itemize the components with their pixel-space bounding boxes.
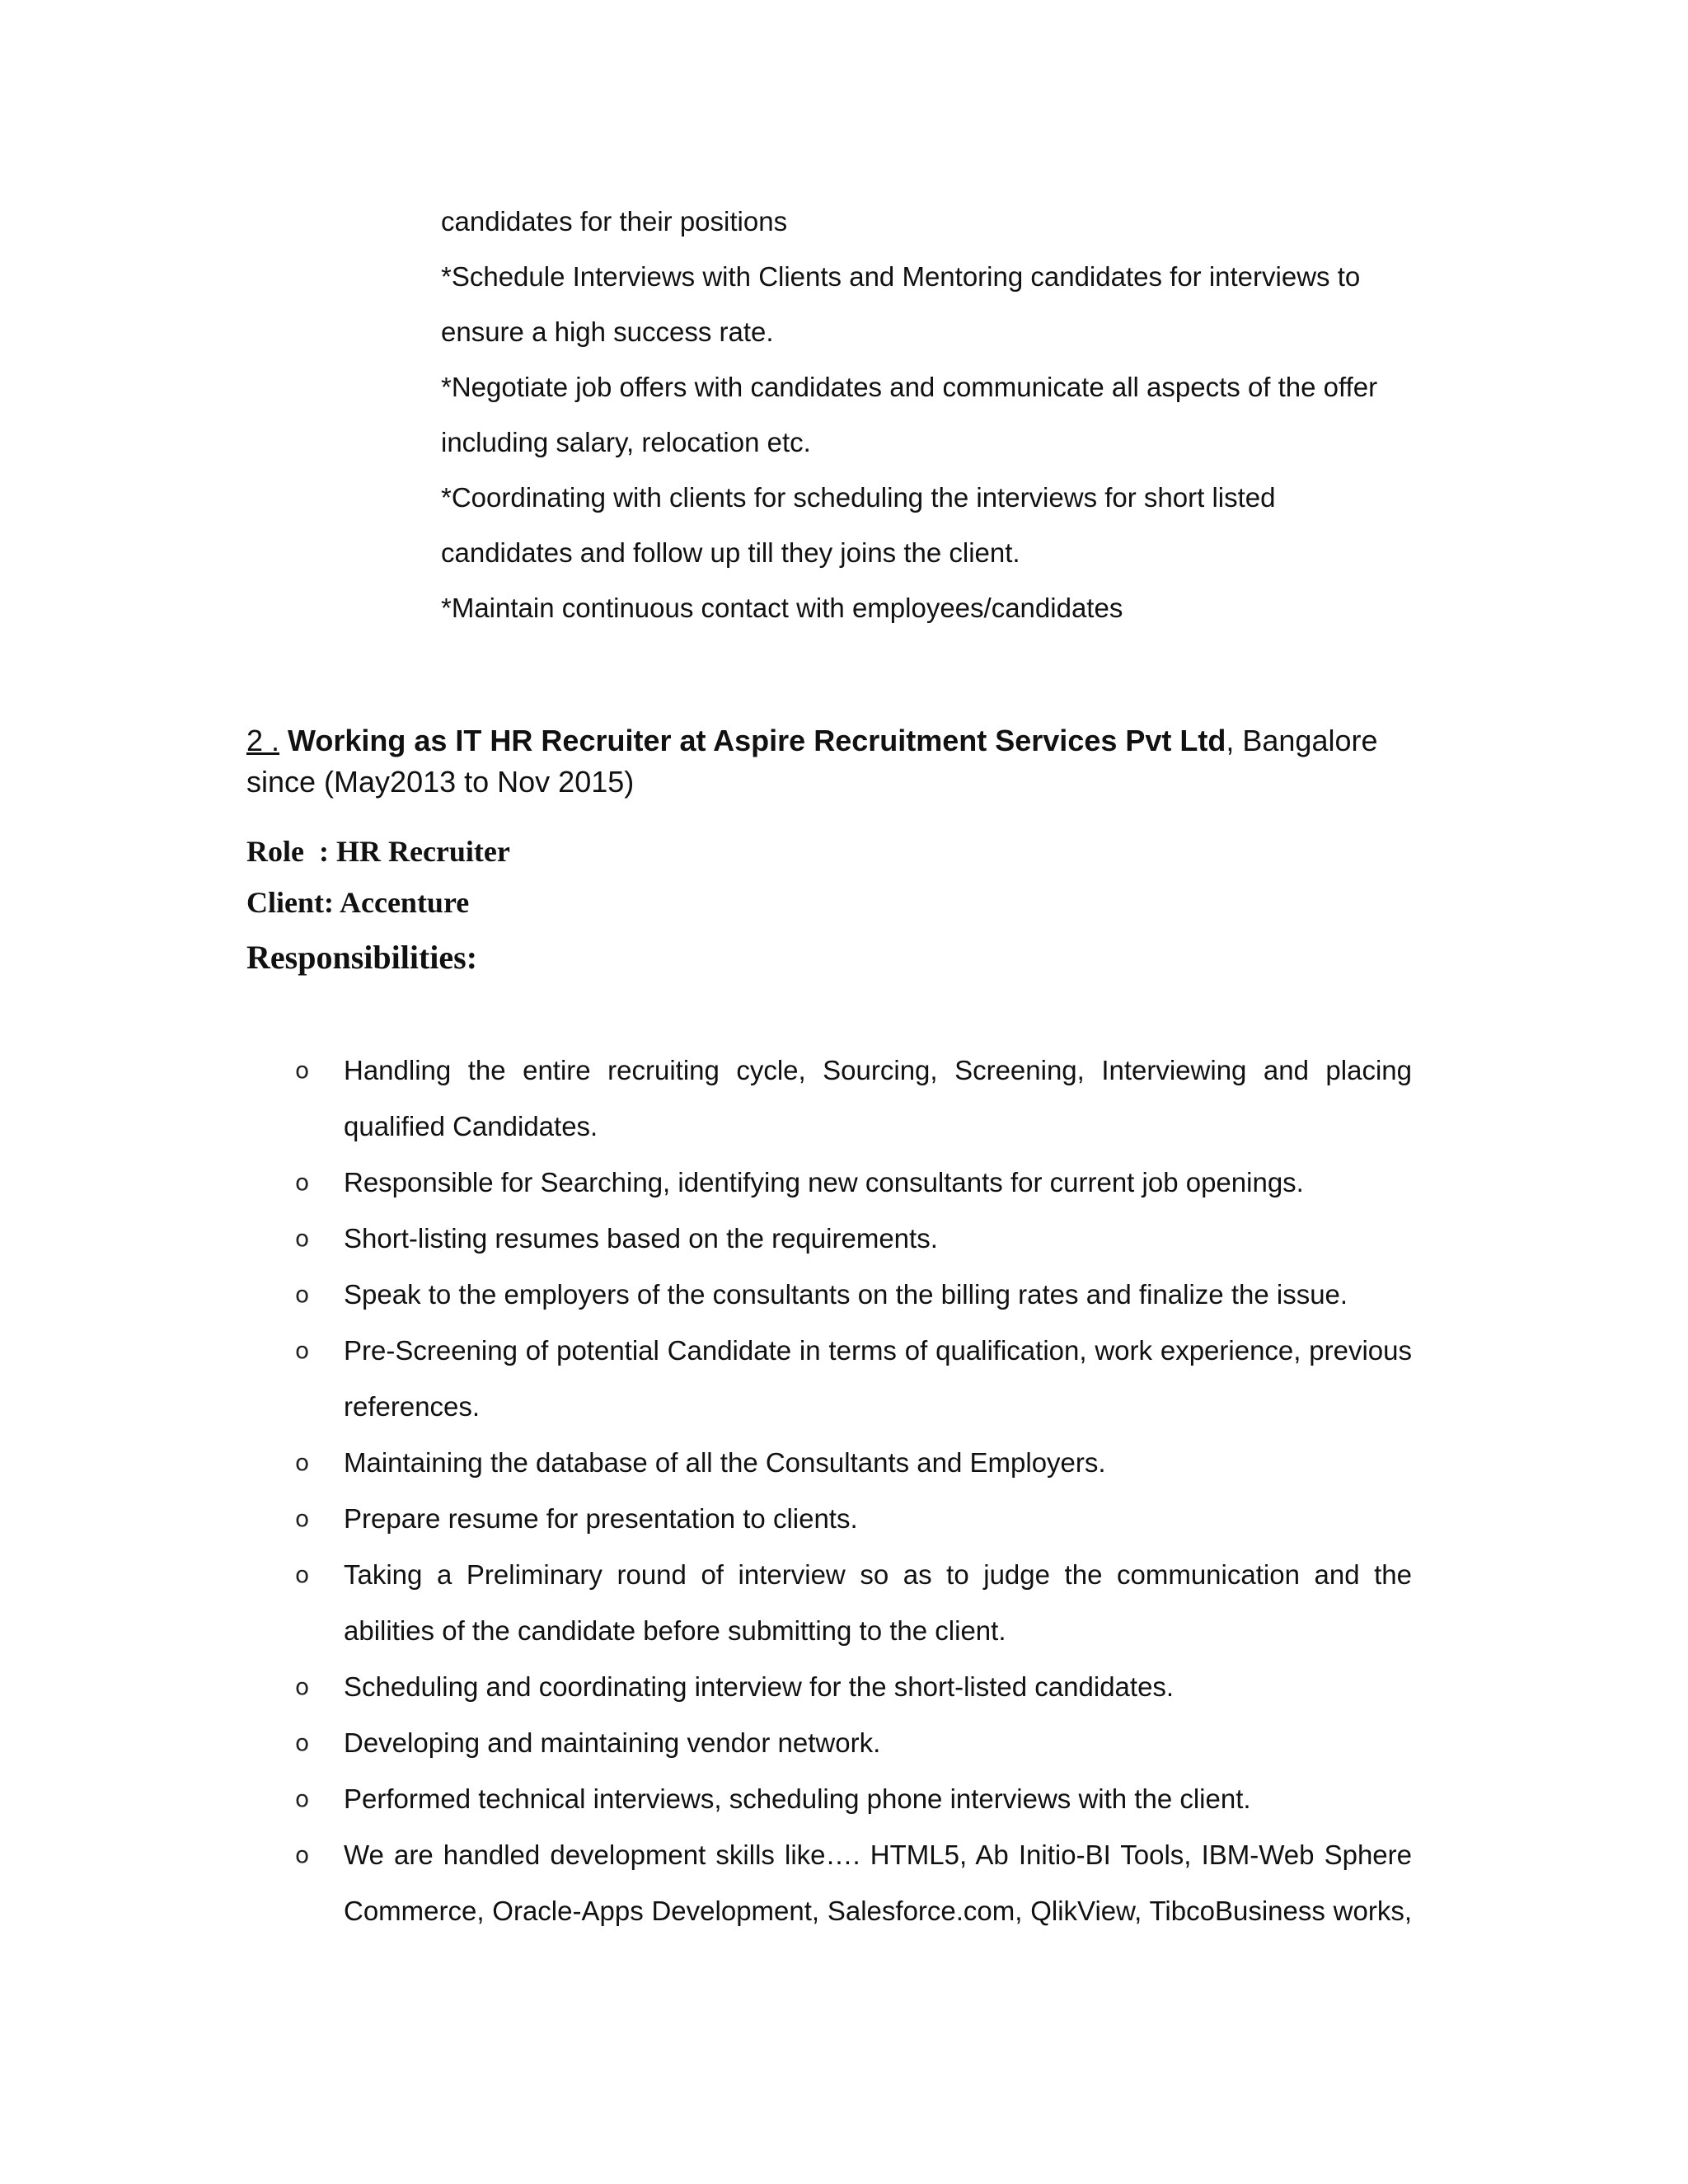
- bullet-icon: o: [295, 1729, 310, 1756]
- continuation-line: *Schedule Interviews with Clients and Mentoring candidates for interviews to: [441, 261, 1361, 292]
- list-item-text: Scheduling and coordinating interview for the short-listed candidates.: [344, 1671, 1175, 1702]
- continuation-line: candidates for their positions: [441, 206, 788, 237]
- bullet-icon: o: [295, 1337, 310, 1364]
- list-item: [295, 1771, 1412, 1827]
- list-item-text: Speak to the employers of the consultants on the billing rates and finalize the issue.: [344, 1279, 1348, 1310]
- continuation-line: *Negotiate job offers with candidates and communicate all aspects of the offer: [441, 372, 1378, 402]
- client-text: Client: Accenture: [246, 886, 470, 919]
- job-title: Working as IT HR Recruiter at Aspire Recruitment Services Pvt Ltd: [288, 724, 1226, 757]
- list-item-text: Pre-Screening of potential Candidate in terms of qualification, work experience, previous references.: [344, 1335, 1412, 1422]
- list-item: [295, 1323, 1412, 1435]
- list-item: [295, 1267, 1412, 1323]
- continuation-line: candidates and follow up till they joins the client.: [441, 537, 1020, 568]
- responsibilities-list: [295, 1043, 1412, 1939]
- list-item: [295, 1715, 1412, 1771]
- list-item-text: Performed technical interviews, scheduling phone interviews with the client.: [344, 1783, 1251, 1814]
- bullet-icon: o: [295, 1169, 310, 1196]
- continuation-line: ensure a high success rate.: [441, 316, 774, 347]
- job-heading: [246, 720, 1417, 803]
- list-item: [295, 1827, 1412, 1939]
- list-item: [295, 1211, 1412, 1267]
- bullet-icon: o: [295, 1057, 310, 1084]
- list-item-text: Taking a Preliminary round of interview so as to judge the communication and the abilities of the candidate before submitting to the client.: [344, 1559, 1412, 1646]
- bullet-icon: o: [295, 1673, 310, 1700]
- list-item: [295, 1491, 1412, 1547]
- list-item-text: Short-listing resumes based on the requirements.: [344, 1223, 938, 1254]
- list-item: [295, 1435, 1412, 1491]
- job-number: 2 .: [246, 724, 280, 757]
- list-item: [295, 1155, 1412, 1211]
- list-item-text: We are handled development skills like…. HTML5, Ab Initio-BI Tools, IBM-Web Sphere Commerce, Oracle-Apps Development, Salesforce.com, QlikView, TibcoBusiness works,: [344, 1840, 1412, 1926]
- bullet-icon: o: [295, 1841, 310, 1868]
- bullet-icon: o: [295, 1449, 310, 1476]
- client-line: [246, 885, 469, 920]
- list-item-text: Handling the entire recruiting cycle, Sourcing, Screening, Interviewing and placing qualified Candidates.: [344, 1055, 1412, 1141]
- continuation-line: *Maintain continuous contact with employees/candidates: [441, 593, 1123, 623]
- list-item-text: Prepare resume for presentation to clients.: [344, 1503, 858, 1534]
- role-line: [246, 834, 510, 869]
- bullet-icon: o: [295, 1225, 310, 1252]
- list-item-text: Developing and maintaining vendor network.: [344, 1727, 881, 1758]
- list-item-text: Maintaining the database of all the Consultants and Employers.: [344, 1447, 1106, 1478]
- list-item: [295, 1659, 1412, 1715]
- list-item: [295, 1547, 1412, 1659]
- list-item-text: Responsible for Searching, identifying new consultants for current job openings.: [344, 1167, 1304, 1197]
- job-location-dates: , Bangalore since (May2013 to Nov 2015): [246, 724, 1378, 799]
- role-text: Role : HR Recruiter: [246, 835, 510, 868]
- continuation-line: *Coordinating with clients for scheduling the interviews for short listed: [441, 482, 1276, 513]
- list-item: [295, 1043, 1412, 1155]
- bullet-icon: o: [295, 1561, 310, 1588]
- responsibilities-heading: Responsibilities:: [246, 939, 478, 976]
- continuation-line: including salary, relocation etc.: [441, 427, 811, 457]
- continuation-block: [441, 194, 1414, 635]
- bullet-icon: o: [295, 1505, 310, 1532]
- bullet-icon: o: [295, 1281, 310, 1308]
- bullet-icon: o: [295, 1785, 310, 1812]
